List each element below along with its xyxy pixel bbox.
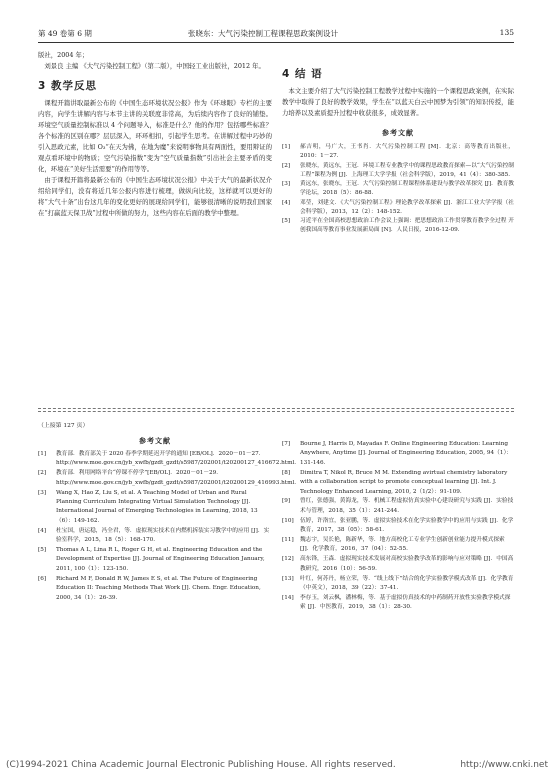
reference-text: 习近平在全国高校思想政治工作会议上强调：把思想政治工作贯穿教育教学全过程 开创我国高等教育事业发展新局面 [N]．人民日报，2016-12-09.: [300, 218, 514, 233]
reference-item: [38, 575, 272, 603]
running-title: 张晓东：大气污染控制工程课程思政案例设计: [188, 29, 338, 38]
reference-number: [1]: [38, 451, 47, 457]
reference-item: [282, 143, 514, 161]
reference-item: [282, 180, 514, 198]
reference-item: [282, 517, 514, 536]
reference-text: Dimitra T, Nikol R, Bruce M M. Extending avirtual chemistry laboratory with a collaboration script to promote conceptual learning [J]. Int. J. Technology Enhanced Learning, 2010, 2（1/2）：91-109.: [300, 469, 508, 495]
running-header: [38, 28, 514, 44]
reference-item: [38, 489, 272, 527]
reference-item: [282, 217, 514, 235]
reference-number: [4]: [282, 199, 291, 206]
reference-text: 郝吉明，马广大，王书肖．大气污染控制工程 [M]．北京：高等教育出版社，2010：1－27.: [300, 144, 514, 159]
reference-number: [4]: [38, 527, 47, 534]
reference-text: 黄远东，张晓东，王冠．大气污染控制工程课程体系建设与教学改革探究 [J]．教育教学论坛，2018（5）：86-88.: [300, 181, 514, 196]
section-title: 3 教学反思: [38, 80, 97, 92]
reference-text: 魏志宇，吴长艳，陈新华，等．地方高校化工专业学生创新创业能力提升模式探索 [J]．化学教育，2016，37（04）：52-55.: [300, 537, 505, 553]
reference-item: [38, 469, 297, 488]
reference-number: [14]: [282, 595, 294, 601]
reference-text: Wang X, Hao Z, Liu S, et al. A Teaching Model of Urban and Rural Planning Curriculum Integrating Virtual Simulation Technology [J]. International Journal of Emerging Technologies in Learning, 2018, 13（6）：149-162.: [56, 489, 258, 524]
reference-text: 伍婷，许洛宜，张亚鹏，等．虚拟实验技术在化学实验教学中的应用与实践 [J]．化学教育，2017，38（05）：58-61.: [300, 517, 514, 534]
reference-text: 杜宝国，唐运稳，冯全君，等．虚拟现实技术在内燃机拆装实习教学中的应用 [J]．实验室科学，2015，18（5）：168-170.: [56, 527, 270, 544]
reference-item: [282, 594, 514, 613]
reference-text: 曾红，张德强，黄海龙，等．机械工程虚拟仿真实验中心建设研究与实践 [J]．实验技术与管理，2018，35（1）：241-244.: [300, 498, 514, 514]
reference-number: [1]: [282, 144, 291, 150]
section-title: 4 结 语: [282, 68, 323, 80]
reference-text: 高东锋，王森．虚拟现实技术发展对高校实验教学改革的影响与应对策略 [J]．中国高教研究，2016（10）：56-59.: [300, 556, 514, 572]
references-title: 参考文献: [139, 436, 171, 445]
reference-list: [282, 143, 514, 235]
continued-note: （上接第 127 页）: [38, 423, 89, 429]
reference-text: Bourne J, Harris D, Mayadas F. Online Engineering Education: Learning Anywhere, Anytime [J]. Journal of Engineering Education, 2005, 94（1）：131-146.: [300, 441, 512, 466]
left-column: [38, 50, 272, 219]
reference-text: Richard M F, Donald R W, James E S, et al. The Future of Engineering Education II: Teaching Methods That Work [J]. Chem. Engr. Education, 2000, 34（1）：26-39.: [56, 575, 261, 601]
reference-number: [2]: [38, 470, 47, 477]
page-number: 135: [499, 28, 514, 37]
header-rule: [38, 42, 514, 43]
paragraph: 本文主要介绍了大气污染控制工程教学过程中实施的一个课程思政案例，在实际教学中取得了良好的教学效果，学生在“以蓝天白云中国梦为引领”的知识传授，能力培养以及素质提升过程中收获很多，成效显著。: [282, 87, 514, 117]
reference-number: [3]: [282, 181, 291, 187]
reference-text: 教育部．利用网络平台“停课不停学”[EB/OL]．2020－01－29．http://www.moe.gov.cn/jyb_xwfb/gzdt_gzdt/s5987/202001/t20200129_416993.html.: [56, 470, 297, 486]
reference-text: 张晓东，黄远东，王冠．环境工程专业教学中的课程思政教育探索—以“大气污染控制工程”课程为例 [J]．上海理工大学学报（社会科学版），2019，41（4）：380-385.: [300, 162, 514, 178]
reference-item: [282, 162, 514, 180]
paragraph: 课程开篇讲取最新公布的《中国生态环境状况公报》作为《环球眼》专栏的主要内容，向学生讲解内容与本节主讲的关联度非常高，为后续内容作了良好的铺垫。环境空气质量控制标准以 4 个问题导入，标准是什么？他的作用？包括哪些标准？各个标准的区别在哪？层层深入，环环相扣，引起学生思考。在讲解过程中巧妙的引入思政元素，比如 O₃“在天为佛，在地为魔”来说明事物具有两面性，要用辩证的观点看环境中的物质；空气污染指数”变为“空气质量指数”引出社会主要矛盾的变化，环境在“美好生活需要”的作用等等。: [38, 99, 272, 173]
reference-number: [6]: [38, 575, 47, 582]
reference-item: [282, 536, 514, 555]
reference-item: [282, 555, 514, 574]
reference-number: [10]: [282, 517, 294, 524]
right-column: [282, 60, 514, 236]
reference-number: [8]: [282, 469, 291, 476]
journal-volume: 第 49 卷第 6 期: [38, 29, 92, 38]
reference-item: [282, 575, 514, 594]
bottom-right-references: [282, 440, 514, 613]
reference-number: [11]: [282, 537, 294, 544]
reference-item: [282, 199, 514, 217]
reference-text: Thomas A L, Lina R L, Roger G H, et al. Engineering Education and the Development of Expertise [J]. Journal of Engineering Education January, 2011, 100（1）：123-150.: [56, 547, 265, 572]
copyright-notice: (C)1994-2021 China Academic Journal Electronic Publishing House. All rights reserved.: [6, 760, 396, 770]
reference-item: [282, 497, 514, 516]
intro-line: 刘景良 主编 《大气污染控制工程》（第二版），中国轻工业出版社，2012 年。: [44, 62, 265, 70]
reference-number: [5]: [38, 547, 47, 554]
reference-item: [282, 440, 514, 468]
reference-text: 教育部．教育部关于 2020 春季学期延迟开学的通知 [EB/OL]．2020－01－27．http://www.moe.gov.cn/jyb_xwfb/gzdt_gzdt/s5987/202001/t20200127_416672.html.: [56, 451, 297, 467]
reference-item: [38, 450, 297, 469]
reference-number: [13]: [282, 575, 294, 582]
reference-number: [12]: [282, 556, 294, 563]
reference-item: [38, 527, 272, 546]
cnki-link[interactable]: http://www.cnki.net: [460, 760, 548, 770]
reference-number: [3]: [38, 489, 47, 496]
references-title: 参考文献: [382, 128, 414, 137]
paragraph: 由于课程开篇将最新公布的《中国生态环境状况公报》中关于大气的最新状况介绍给同学们，没有将近几年公报内容进行梳理，做纵向比较，这样就可以更好的将“大气十条”出台这几年的变化更好的展现给同学们，能够很清晰的说明我们国家在“打赢蓝天保卫战”过程中所做的努力，这些内容在后面的教学中整理。: [38, 176, 272, 217]
reference-text: 李存玉，刘云枫，潘林梅，等．基于虚拟仿真技术的中药制药开放性实验教学模式探索 [J]．中医教育，2019，38（1）：28-30.: [300, 595, 511, 611]
reference-item: [38, 546, 272, 574]
intro-line: 版社，2004 年；: [38, 51, 89, 59]
section-divider: [38, 408, 514, 409]
section-divider: [38, 411, 514, 412]
reference-text: 叶红，何苏丹，杨立荣，等．“线上线下”结合的化学实验教学模式改革 [J]．化学教育（中英文），2018，39（22）：37-41.: [300, 575, 514, 592]
bottom-left-references: [38, 450, 297, 604]
reference-number: [7]: [282, 441, 291, 447]
reference-text: 邓莹，刘建文．《大气污染控制工程》理论教学改革探索 [J]．浙江工业大学学报（社会科学版），2013，12（2）：148-152.: [300, 199, 514, 215]
reference-number: [2]: [282, 162, 291, 169]
reference-number: [9]: [282, 498, 291, 505]
reference-number: [5]: [282, 218, 291, 224]
reference-item: [282, 469, 514, 497]
